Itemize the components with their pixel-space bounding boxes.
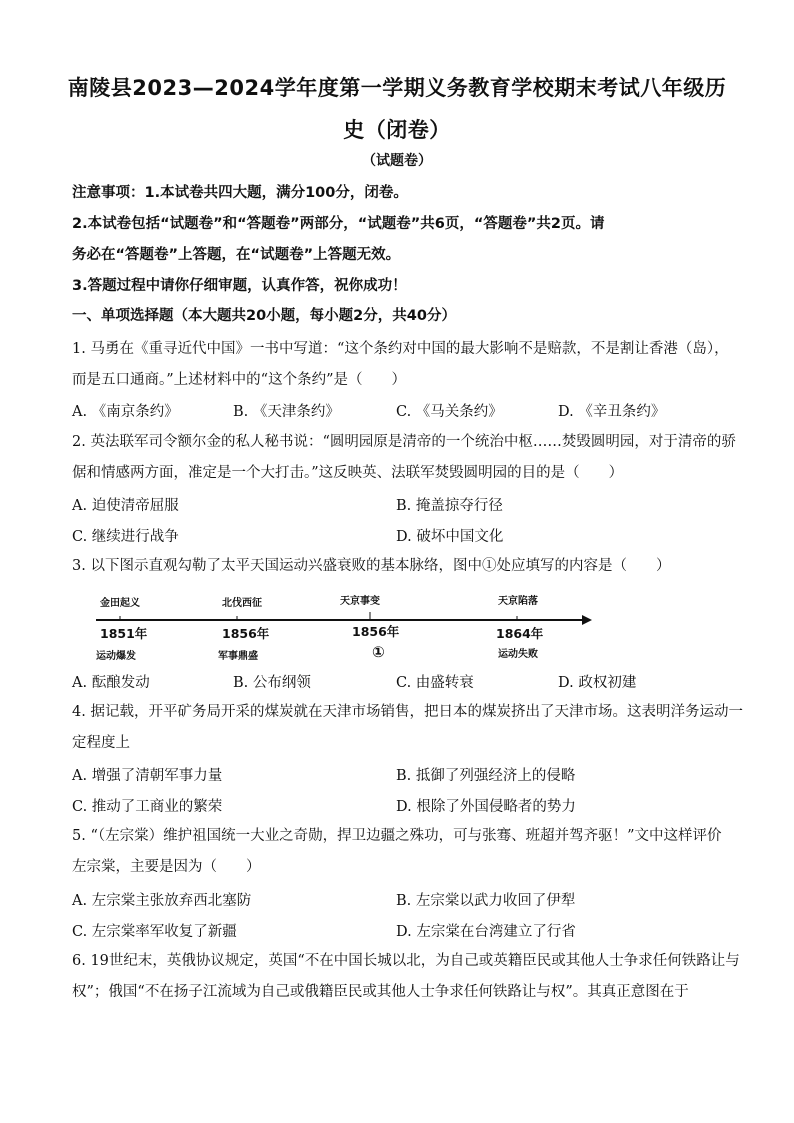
q3-option-d: D. 政权初建 [558, 675, 637, 691]
q1-option-b: B. 《天津条约》 [233, 404, 340, 420]
notice-3: 3.答题过程中请你仔细审题，认真作答，祝你成功！ [72, 278, 407, 294]
q2-option-b: B. 掩盖掠夺行径 [396, 498, 503, 514]
q5-option-d: D. 左宗棠在台湾建立了行省 [396, 924, 576, 940]
question-5-cont: 左宗棠，主要是因为（ ） [72, 859, 261, 875]
timeline-year: 1851年 [100, 626, 148, 641]
notice-1: 注意事项：1.本试卷共四大题，满分100分，闭卷。 [72, 185, 408, 201]
q4-option-c: C. 推动了工商业的繁荣 [72, 799, 223, 815]
question-6: 6. 19世纪末，英俄协议规定，英国“不在中国长城以北，为自己或英籍臣民或其他人士争求任何铁路让与 [72, 953, 740, 969]
q2-option-a: A. 迫使清帝屈服 [72, 498, 179, 514]
q1-option-c: C. 《马关条约》 [396, 404, 503, 420]
question-6-cont: 权”；俄国“不在扬子江流域为自己或俄籍臣民或其他人士争求任何铁路让与权”。其真正意图在于 [72, 984, 689, 1000]
q4-option-a: A. 增强了清朝军事力量 [72, 768, 223, 784]
q3-option-a: A. 酝酿发动 [72, 675, 150, 691]
q3-option-c: C. 由盛转衰 [396, 675, 474, 691]
question-1: 1. 马勇在《重寻近代中国》一书中写道：“这个条约对中国的最大影响不是赔款，不是割让香港（岛）， [72, 341, 729, 357]
timeline-blank-marker: ① [372, 643, 385, 661]
timeline-year: 1864年 [496, 626, 544, 641]
q2-option-c: C. 继续进行战争 [72, 529, 179, 545]
question-2: 2. 英法联军司令额尔金的私人秘书说：“圆明园原是清帝的一个统治中枢……焚毁圆明园，对于清帝的骄 [72, 434, 736, 450]
timeline-event: 北伐西征 [222, 598, 262, 609]
paper-type: （试题卷） [362, 153, 432, 169]
exam-title-cont: 史（闭卷） [343, 118, 451, 142]
q1-option-a: A. 《南京条约》 [72, 404, 179, 420]
q3-option-b: B. 公布纲领 [233, 675, 311, 691]
question-1-cont: 而是五口通商。”上述材料中的“这个条约”是（ ） [72, 372, 406, 388]
q5-option-a: A. 左宗棠主张放弃西北塞防 [72, 893, 252, 909]
q5-option-c: C. 左宗棠率军收复了新疆 [72, 924, 237, 940]
timeline-event: 天京事变 [340, 596, 380, 607]
section-heading: 一、单项选择题（本大题共20小题，每小题2分，共40分） [72, 308, 456, 324]
question-2-cont: 倨和情感两方面，准定是一个大打击。”这反映英、法联军焚毁圆明园的目的是（ ） [72, 465, 624, 481]
timeline-note: 军事鼎盛 [218, 651, 258, 662]
q1-option-d: D. 《辛丑条约》 [558, 404, 666, 420]
timeline-year: 1856年 [222, 626, 270, 641]
question-3: 3. 以下图示直观勾勒了太平天国运动兴盛衰败的基本脉络，图中①处应填写的内容是（ ） [72, 558, 671, 574]
timeline-note: 运动失败 [498, 649, 538, 660]
question-4: 4. 据记载，开平矿务局开采的煤炭就在天津市场销售，把日本的煤炭挤出了天津市场。这表明洋务运动一 [72, 704, 743, 720]
timeline-event: 天京陷落 [498, 596, 538, 607]
question-5: 5. “（左宗棠）维护祖国统一大业之奇勋，捍卫边疆之殊功，可与张骞、班超并驾齐驱！”文中这样评价 [72, 828, 722, 844]
q4-option-b: B. 抵御了列强经济上的侵略 [396, 768, 576, 784]
q5-option-b: B. 左宗棠以武力收回了伊犁 [396, 893, 576, 909]
taiping-timeline [92, 590, 602, 670]
timeline-event: 金田起义 [100, 598, 140, 609]
q4-option-d: D. 根除了外国侵略者的势力 [396, 799, 576, 815]
exam-title: 南陵县2023—2024学年度第一学期义务教育学校期末考试八年级历 [67, 76, 727, 100]
notice-2-cont: 务必在“答题卷”上答题，在“试题卷”上答题无效。 [72, 247, 401, 263]
q2-option-d: D. 破坏中国文化 [396, 529, 504, 545]
timeline-year: 1856年 [352, 624, 400, 639]
timeline-note: 运动爆发 [96, 651, 136, 662]
question-4-cont: 定程度上 [72, 735, 130, 751]
notice-2: 2.本试卷包括“试题卷”和“答题卷”两部分，“试题卷”共6页，“答题卷”共2页。请 [72, 216, 605, 232]
